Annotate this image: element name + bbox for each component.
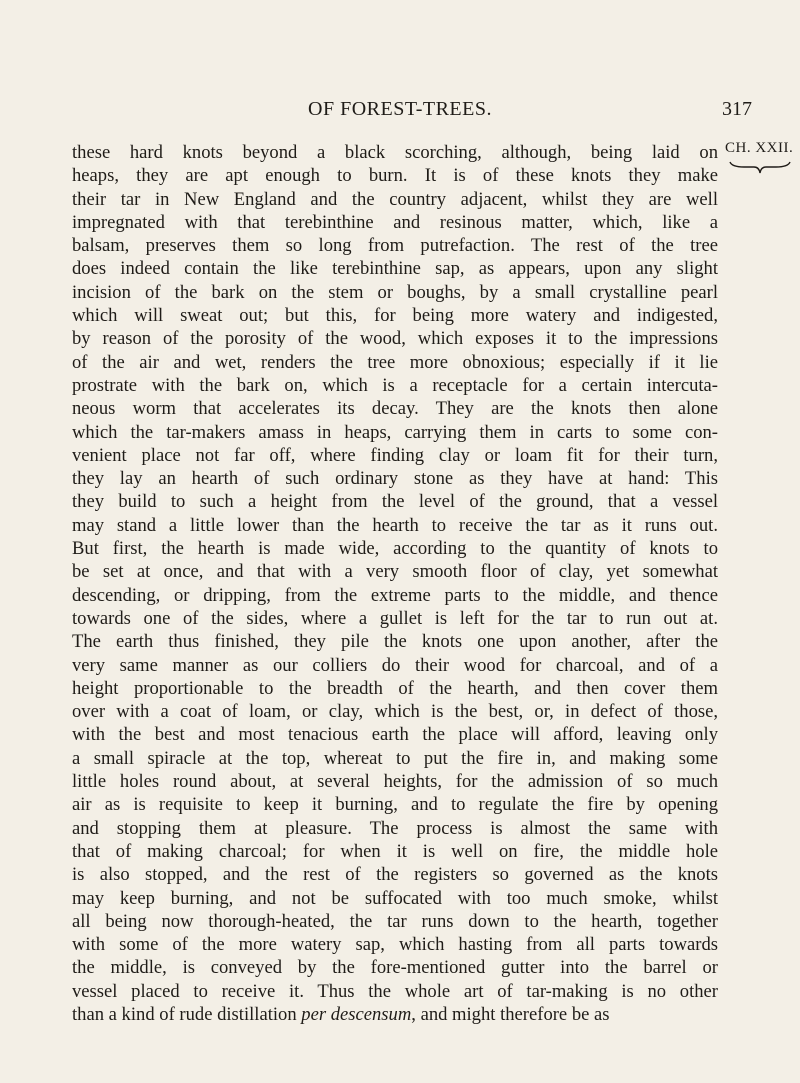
text-line: may keep burning, and not be suffocated with too much smoke, whilst [72, 887, 718, 909]
text-line: towards one of the sides, where a gullet is left for the tar to run out at. [72, 607, 718, 629]
text-line: that of making charcoal; for when it is well on fire, the middle hole [72, 840, 718, 862]
text-line: with some of the more watery sap, which hasting from all parts towards [72, 934, 718, 956]
text-segment: , and might therefore be as [411, 1003, 610, 1025]
text-line: is also stopped, and the rest of the registers so governed as the knots [72, 864, 718, 886]
text-line: little holes round about, at several heights, for the admission of so much [72, 771, 718, 793]
text-line: with the best and most tenacious earth the place will afford, leaving only [72, 724, 718, 746]
text-line: does indeed contain the like terebinthine sap, as appears, upon any slight [72, 258, 718, 280]
chapter-margin-note: CH. XXII. [725, 140, 794, 156]
text-line: they build to such a height from the level of the ground, that a vessel [72, 491, 718, 513]
text-line: they lay an hearth of such ordinary stone as they have at hand: This [72, 468, 718, 490]
text-line: a small spiracle at the top, whereat to put the fire in, and making some [72, 747, 718, 769]
text-line: balsam, preserves them so long from putrefaction. The rest of the tree [72, 235, 718, 257]
text-line: and stopping them at pleasure. The process is almost the same with [72, 817, 718, 839]
text-line: their tar in New England and the country adjacent, whilst they are well [72, 188, 718, 210]
text-line: vessel placed to receive it. Thus the whole art of tar-making is no other [72, 980, 718, 1002]
page-number: 317 [722, 98, 752, 120]
text-line: The earth thus finished, they pile the knots one upon another, after the [72, 631, 718, 653]
running-head: OF FOREST-TREES. [308, 98, 492, 120]
text-line: which will sweat out; but this, for being more watery and indigested, [72, 305, 718, 327]
page-header [0, 98, 800, 128]
text-line: incision of the bark on the stem or boughs, by a small crystalline pearl [72, 281, 718, 303]
text-segment: than a kind of rude distillation [72, 1003, 302, 1025]
text-line: heaps, they are apt enough to burn. It is of these knots they make [72, 165, 718, 187]
text-line-last [72, 1003, 718, 1026]
text-line: very same manner as our colliers do their wood for charcoal, and of a [72, 654, 718, 676]
text-line: air as is requisite to keep it burning, and to regulate the fire by opening [72, 794, 718, 816]
text-line: of the air and wet, renders the tree more obnoxious; especially if it lie [72, 351, 718, 373]
text-line: these hard knots beyond a black scorching, although, being laid on [72, 142, 718, 163]
text-line: be set at once, and that with a very smooth floor of clay, yet somewhat [72, 561, 718, 583]
text-line: which the tar-makers amass in heaps, carrying them in carts to some con- [72, 421, 718, 443]
text-line: descending, or dripping, from the extreme parts to the middle, and thence [72, 584, 718, 606]
brace-icon [728, 160, 792, 176]
body-text [72, 141, 718, 1026]
text-line: venient place not far off, where finding clay or loam fit for their turn, [72, 444, 718, 466]
text-line: the middle, is conveyed by the fore-mentioned gutter into the barrel or [72, 957, 718, 979]
text-line: But first, the hearth is made wide, according to the quantity of knots to [72, 538, 718, 560]
text-line: impregnated with that terebinthine and resinous matter, which, like a [72, 211, 718, 233]
text-line: may stand a little lower than the hearth to receive the tar as it runs out. [72, 514, 718, 536]
italic-phrase: per descensum [301, 1003, 412, 1025]
text-line: height proportionable to the breadth of the hearth, and then cover them [72, 677, 718, 699]
text-line: prostrate with the bark on, which is a receptacle for a certain intercuta- [72, 374, 718, 396]
text-line: all being now thorough-heated, the tar runs down to the hearth, together [72, 910, 718, 932]
text-line: over with a coat of loam, or clay, which is the best, or, in defect of those, [72, 701, 718, 723]
text-line: neous worm that accelerates its decay. They are the knots then alone [72, 398, 718, 420]
text-line: by reason of the porosity of the wood, which exposes it to the impressions [72, 328, 718, 350]
